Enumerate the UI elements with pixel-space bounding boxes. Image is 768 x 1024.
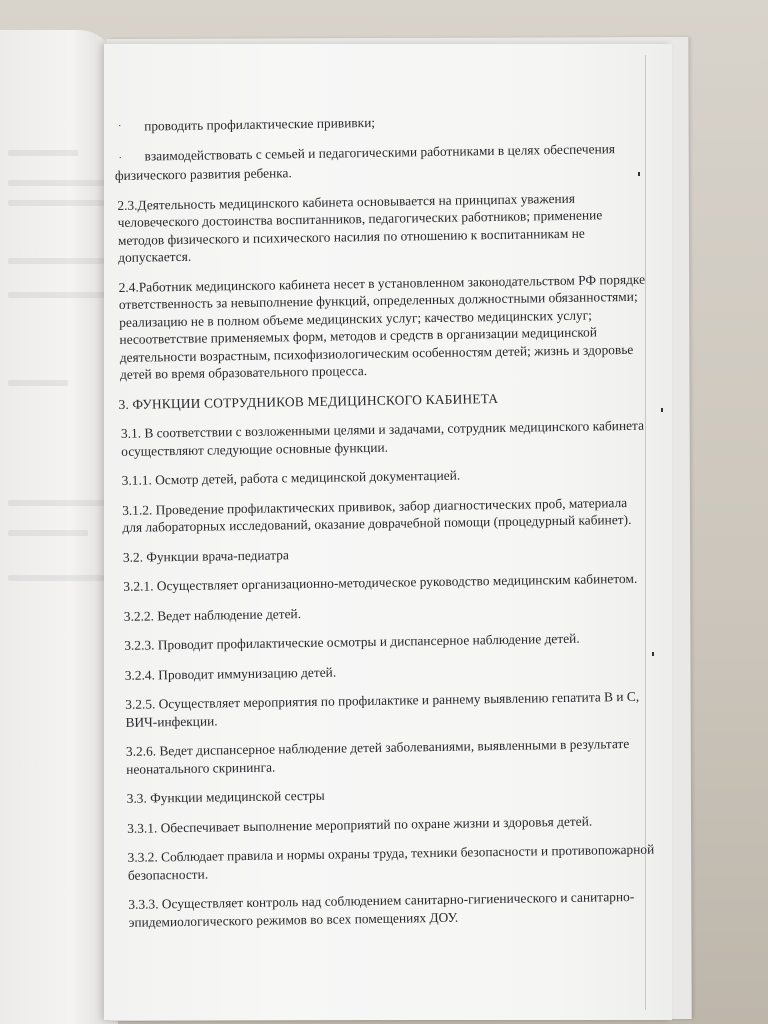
bullet-text: взаимодействовать с семьей и педагогическими работниками в целях обеспечения физического развития ребенка. [114, 140, 616, 183]
bullet-item [114, 139, 645, 184]
ghost-text-line [8, 292, 104, 298]
ghost-text-line [8, 380, 68, 386]
paragraph-3-3-3: 3.3.3. Осуществляет контроль над соблюдением санитарно-гигиенического и санитарно-эпидемиологического режимов во всех помещениях ДОУ. [128, 888, 635, 930]
bullet-marker: · [118, 152, 123, 164]
ghost-text-line [8, 180, 104, 186]
paragraph-3-1-2: 3.1.2. Проведение профилактических прививок, забор диагностических проб, материала для лабораторных исследований, оказание доврачебной помощи (процедурный кабинет). [122, 494, 632, 535]
ghost-text-line [8, 575, 104, 581]
paragraph-3-3-1: 3.3.1. Обеспечивает выполнение мероприятий по охране жизни и здоровья детей. [127, 813, 593, 836]
section-heading: 3. ФУНКЦИИ СОТРУДНИКОВ МЕДИЦИНСКОГО КАБИНЕТА [118, 390, 499, 412]
ghost-text-line [8, 258, 104, 264]
paragraph-3-2-2: 3.2.2. Ведет наблюдение детей. [123, 605, 302, 624]
paragraph-3-1: 3.1. В соответствии с возложенными целями и задачами, сотрудник медицинского кабинета осуществляют следующие основные функции. [120, 417, 645, 459]
page-mark [661, 408, 663, 412]
ghost-text-line [8, 150, 78, 156]
ghost-text-line [8, 200, 104, 206]
left-page [0, 30, 118, 1024]
ghost-text-line [8, 530, 88, 536]
bullet-text: проводить профилактические прививки; [144, 114, 376, 134]
bullet-marker: · [118, 120, 122, 132]
subheading-3-2: 3.2. Функции врача-педиатра [122, 546, 289, 565]
subheading-3-3: 3.3. Функции медицинской сестры [126, 787, 325, 806]
paragraph-3-2-1: 3.2.1. Осуществляет организационно-методическое руководство медицинским кабинетом. [123, 570, 638, 594]
paragraph-3-2-6: 3.2.6. Ведет диспансерное наблюдение детей заболеваниями, выявленными в результате неонатального скрининга. [125, 735, 630, 777]
paragraph-3-1-1: 3.1.1. Осмотр детей, работа с медицинской документацией. [121, 467, 461, 488]
paragraph-3-3-2: 3.3.2. Соблюдает правила и нормы охраны труда, техники безопасности и противопожарной безопасности. [127, 841, 655, 883]
paragraph-3-2-4: 3.2.4. Проводит иммунизацию детей. [124, 664, 337, 683]
paragraph-3-2-3: 3.2.3. Проводит профилактические осмотры и диспансерное наблюдение детей. [124, 630, 580, 653]
paragraph-2-4: 2.4.Работник медицинского кабинета несет в установленном законодательством РФ порядке ответственность за невыполнение функций, определенных должностными обязанностями; реализацию не в полном объеме медицинских услуг; качество медицинских услуг; несоответствие применяемых форм, методов и средств в организации медицинской деятельности возрастным, психофизиологическим особенностям детей; жизнь и здоровье детей во время образовательного процесса. [118, 271, 646, 382]
ghost-text-line [8, 500, 104, 506]
paragraph-2-3: 2.3.Деятельность медицинского кабинета основывается на принципах уважения человеческого достоинства воспитанников, педагогических работников; применение методов физического и психического насилия по отношению к воспитанникам не допускается. [117, 190, 603, 265]
paragraph-3-2-5: 3.2.5. Осуществляет мероприятия по профилактике и раннему выявлению гепатита В и С, ВИЧ-инфекции. [125, 688, 640, 730]
document-text [114, 110, 657, 943]
